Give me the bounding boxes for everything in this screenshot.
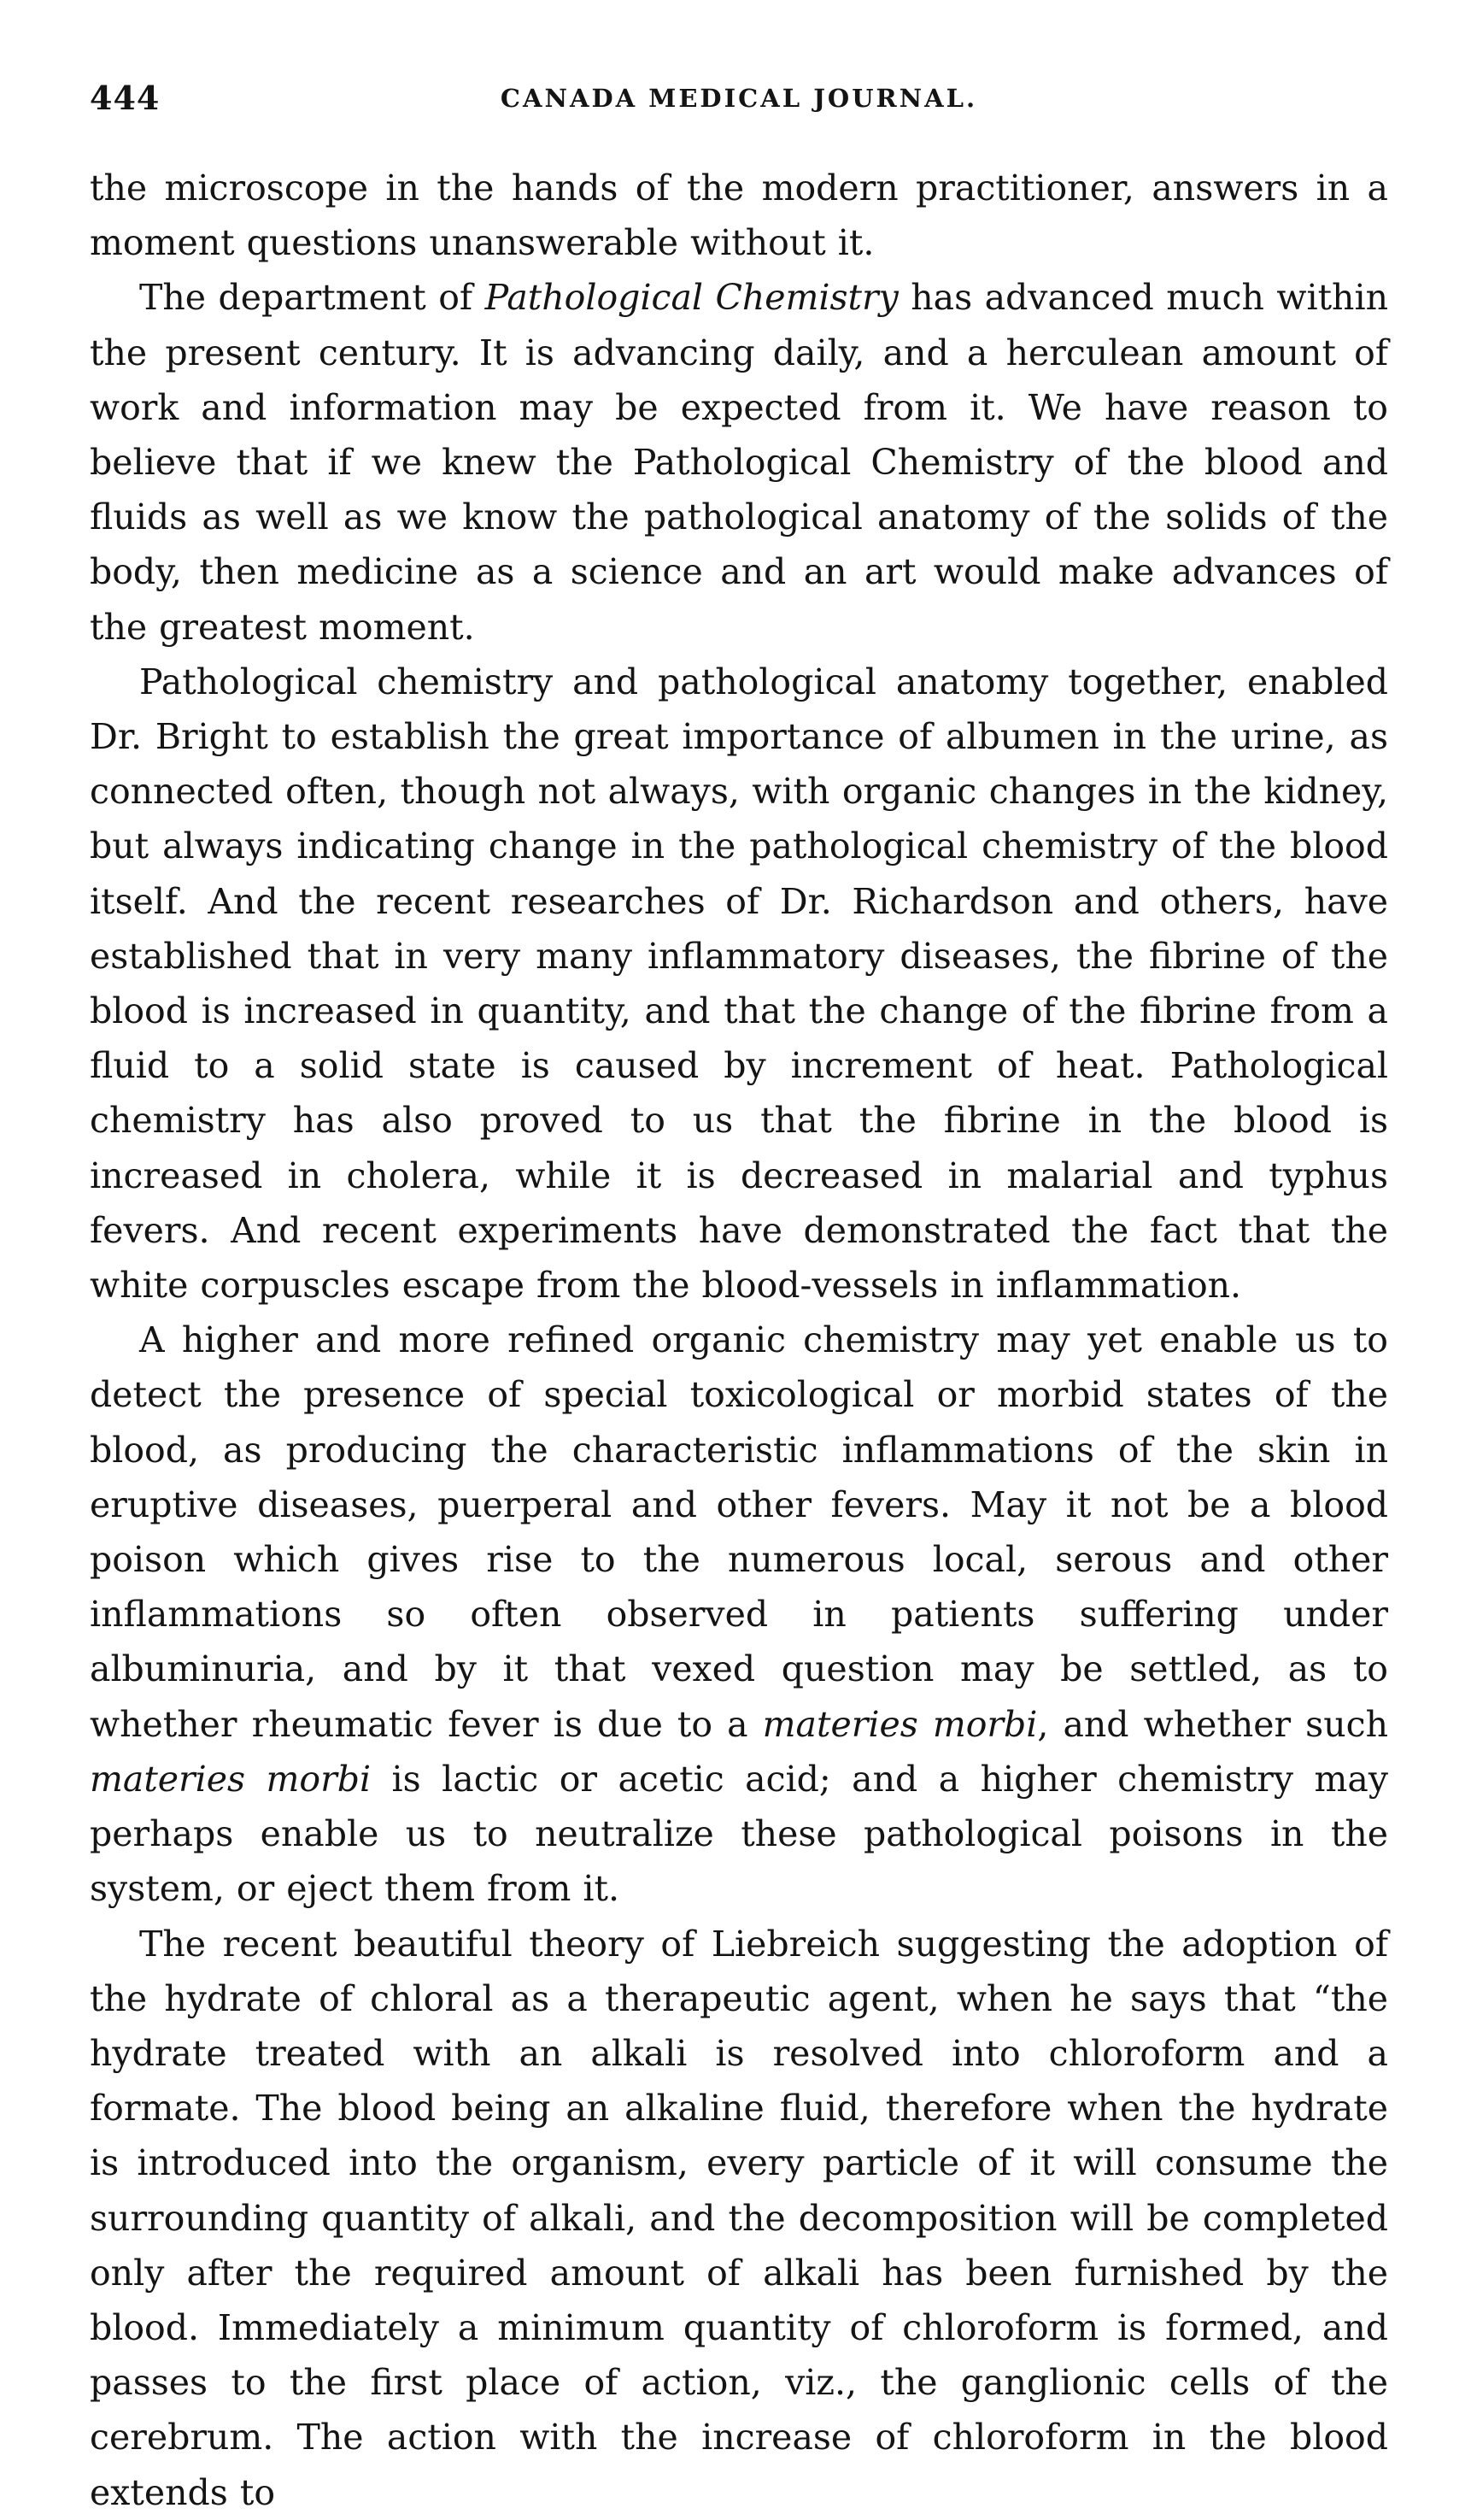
running-head: CANADA MEDICAL JOURNAL. [500,84,978,113]
italic-term: Pathological Chemistry [484,277,899,319]
page-number: 444 [90,79,161,117]
paragraph-text: is lactic or acetic acid; and a higher chemistry may perhaps enable us to neutralize these pathological poisons in the system, or eject them from it. [90,1758,1389,1910]
article-body [90,161,1388,2520]
italic-term: materies morbi [762,1703,1038,1745]
paragraph-liebreich-chloral: The recent beautiful theory of Liebreich suggesting the adoption of the hydrate of chloral as a therapeutic agent, when he says that “the hydrate treated with an alkali is resolved into chloroform and a formate. The blood being an alkaline fluid, therefore when the hydrate is introduced into the organism, every particle of it will consume the surrounding quantity of alkali, and the decomposition will be completed only after the required amount of alkali has been furnished by the blood. Immediately a minimum quantity of chloroform is formed, and passes to the first place of action, viz., the ganglionic cells of the cerebrum. The action with the increase of chloroform in the blood extends to [90,1923,1388,2513]
paragraph-bright-albumen: Pathological chemistry and pathological anatomy together, enabled Dr. Bright to establish the great importance of albumen in the urine, as connected often, though not always, with organic changes in the kidney, but always indicating change in the pathological chemistry of the blood itself. And the recent researches of Dr. Richardson and others, have established that in very many inflammatory diseases, the fibrine of the blood is increased in quantity, and that the change of the fibrine from a fluid to a solid state is caused by increment of heat. Pathological chemistry has also proved to us that the fibrine in the blood is increased in cholera, while it is decreased in malarial and typhus fevers. And recent experiments have demonstrated the fact that the white corpuscles escape from the blood-vessels in inflammation. [90,661,1388,1307]
paragraph-text: , and whether such [1037,1703,1388,1745]
paragraph-pathological-chemistry [90,270,1388,654]
paragraph-text: A higher and more refined organic chemistry may yet enable us to detect the presence of special toxicological or morbid states of the blood, as producing the characteristic inflammations of the skin in eruptive diseases, puerperal and other fevers. May it not be a blood poison which gives rise to the numerous local, serous and other inflammations so often observed in patients suffering under albuminuria, and by it that vexed question may be settled, as to whether rheumatic fever is due to a [90,1319,1388,1745]
paragraph-refined-chemistry [90,1313,1388,1916]
italic-term: materies morbi [90,1758,372,1800]
paragraph-continuation: the microscope in the hands of the modern practitioner, answers in a moment questions unanswerable without it. [90,167,1388,264]
page-header [90,79,1388,130]
paragraph-text: has advanced much within the present century. It is advancing daily, and a herculean amount of work and information may be expected from it. We have reason to believe that if we knew the Pathological Chemistry of the blood and fluids as well as we know the pathological anatomy of the solids of the body, then medicine as a science and an art would make advances of the greatest moment. [90,277,1388,648]
paragraph-text: The department of [139,277,485,319]
